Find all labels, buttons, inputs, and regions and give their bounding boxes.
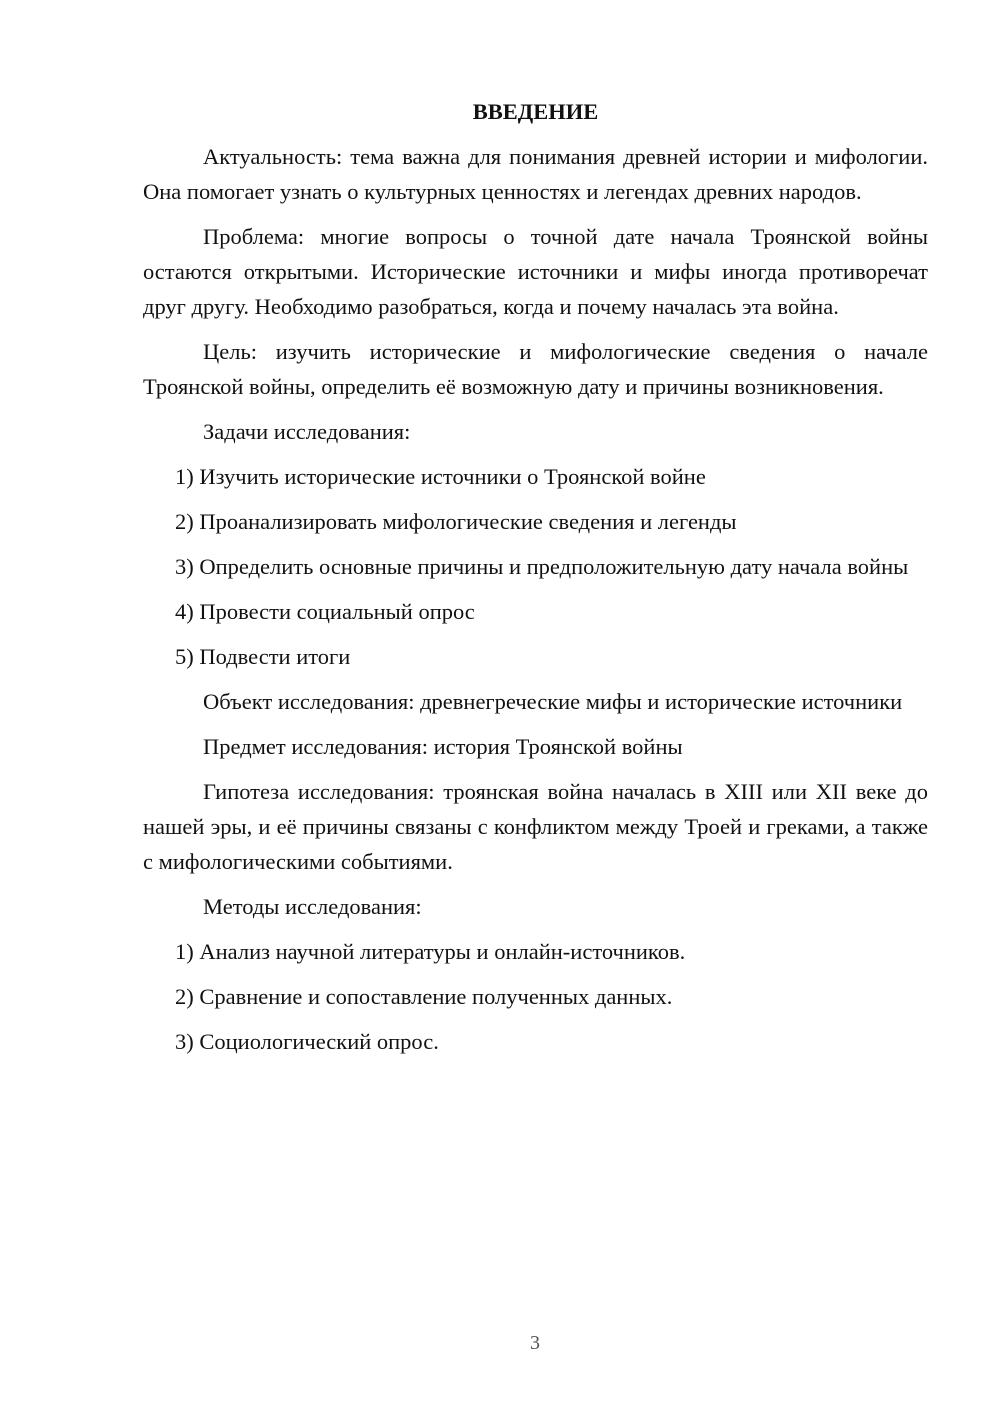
method-item: 3) Социологический опрос.: [175, 1029, 439, 1054]
relevance-paragraph: Актуальность: тема важна для понимания древней истории и мифологии. Она помогает узнать о культурных ценностях и легендах древних народов.: [143, 144, 928, 204]
task-item: 2) Проанализировать мифологические сведения и легенды: [175, 509, 737, 534]
subject-paragraph: Предмет исследования: история Троянской войны: [203, 734, 683, 759]
object-paragraph: Объект исследования: древнегреческие мифы и исторические источники: [203, 689, 903, 714]
page-number: 3: [530, 1332, 540, 1354]
hypothesis-paragraph: Гипотеза исследования: троянская война началась в XIII или XII веке до нашей эры, и её причины связаны с конфликтом между Троей и греками, а также с мифологическими событиями.: [143, 779, 928, 874]
problem-paragraph: Проблема: многие вопросы о точной дате начала Троянской войны остаются открытыми. Исторические источники и мифы иногда противоречат друг другу. Необходимо разобраться, когда и почему началась эта война.: [143, 224, 928, 319]
task-item: 3) Определить основные причины и предположительную дату начала войны: [175, 554, 909, 579]
tasks-heading: Задачи исследования:: [203, 419, 411, 444]
task-item: 5) Подвести итоги: [175, 644, 351, 669]
task-item: 1) Изучить исторические источники о Троянской войне: [175, 464, 706, 489]
methods-heading: Методы исследования:: [203, 894, 422, 919]
page-title: ВВЕДЕНИЕ: [472, 99, 599, 124]
method-item: 1) Анализ научной литературы и онлайн-источников.: [175, 939, 686, 964]
goal-paragraph: Цель: изучить исторические и мифологические сведения о начале Троянской войны, определить её возможную дату и причины возникновения.: [143, 339, 928, 399]
document-page: [143, 94, 928, 1069]
task-item: 4) Провести социальный опрос: [175, 599, 475, 624]
method-item: 2) Сравнение и сопоставление полученных данных.: [175, 984, 673, 1009]
